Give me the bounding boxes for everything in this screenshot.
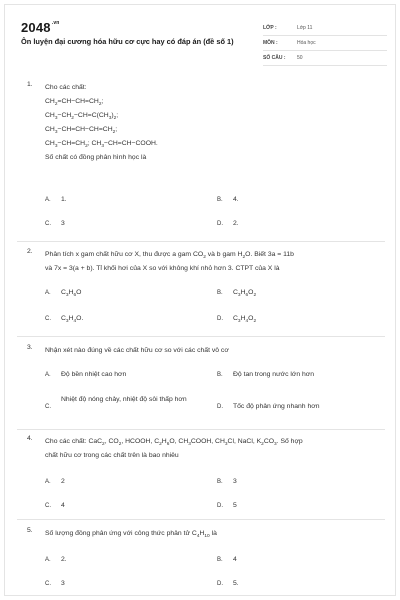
option-text: Tốc độ phản ứng nhanh hơn xyxy=(233,403,320,410)
question-4 xyxy=(17,435,385,521)
question-divider xyxy=(17,241,385,242)
option-letter: B. xyxy=(217,290,223,296)
option-letter: B. xyxy=(217,372,223,378)
meta-value: Lớp 11 xyxy=(297,25,313,31)
option-text: 4 xyxy=(233,556,237,563)
option-text: 5. xyxy=(233,580,239,587)
document-page xyxy=(4,4,396,596)
option-letter: A. xyxy=(45,557,51,563)
option-letter: C. xyxy=(45,404,51,410)
option-text: 2 xyxy=(61,478,65,485)
question-1 xyxy=(17,81,385,241)
question-line: chất hữu cơ trong các chất trên là bao nhiêu xyxy=(45,452,179,459)
option-text: $C_3H_4O_2$ xyxy=(233,315,257,324)
option-letter: C. xyxy=(45,503,51,509)
option-text: $C_3H_6O$ xyxy=(61,289,82,298)
question-text xyxy=(45,248,383,276)
option-letter: C. xyxy=(45,581,51,587)
question-number: 2. xyxy=(27,248,33,255)
question-line: và 7x = 3(a + b). Tỉ khối hơi của X so với không khí nhỏ hơn 3. CTPT của X là xyxy=(45,265,280,272)
site-logo[interactable] xyxy=(21,20,60,35)
option-text: Độ tan trong nước lớn hơn xyxy=(233,371,315,378)
document-title: Ôn luyện đại cương hóa hữu cơ cực hay có đáp án (đề số 1) xyxy=(21,37,234,46)
question-text xyxy=(45,81,383,165)
question-line: Số chất có đồng phân hình học là xyxy=(45,154,147,161)
question-line: $CH_3-CH=CH_2$; $CH_3-CH=CH-COOH$. xyxy=(45,140,158,149)
question-text xyxy=(45,435,383,463)
option-letter: B. xyxy=(217,557,223,563)
option-text: 3 xyxy=(233,478,237,485)
meta-label: MÔN : xyxy=(263,40,278,46)
option-letter: A. xyxy=(45,479,51,485)
option-text: 4. xyxy=(233,196,239,203)
question-line: Số lượng đồng phân ứng với công thức phân tử $C_4H_{10}$ là xyxy=(45,530,217,539)
option-text: 2. xyxy=(61,556,67,563)
question-line: $CH_3-CH=CH-CH=CH_2$; xyxy=(45,126,118,135)
option-text: Nhiệt độ nóng chảy, nhiệt độ sôi thấp hơn xyxy=(61,396,187,403)
question-2 xyxy=(17,248,385,336)
question-divider xyxy=(17,429,385,430)
question-line: Cho các chất: CaC$_2$, $CO_2$, HCOOH, $C_2H_6O$, $CH_3COOH$, $CH_3Cl$, NaCl, $K_2CO_3$. Số hợp xyxy=(45,438,303,447)
meta-label: SỐ CÂU : xyxy=(263,55,286,61)
question-line: $CH_3-CH_2-CH=C(CH_3)_2$; xyxy=(45,112,119,121)
meta-row-count xyxy=(263,51,387,66)
option-letter: D. xyxy=(217,503,223,509)
option-letter: D. xyxy=(217,404,223,410)
option-text: 4 xyxy=(61,502,65,509)
meta-row-class xyxy=(263,21,387,36)
option-text: $C_3H_6O_2$ xyxy=(233,289,257,298)
option-letter: C. xyxy=(45,316,51,322)
question-line: $CH_2=CH-CH=CH_2$; xyxy=(45,98,104,107)
option-text: Độ bền nhiệt cao hơn xyxy=(61,371,127,378)
question-text xyxy=(45,344,383,358)
option-letter: B. xyxy=(217,479,223,485)
question-line: Nhận xét nào đúng về các chất hữu cơ so với các chất vô cơ xyxy=(45,347,229,354)
question-line: Cho các chất: xyxy=(45,84,87,91)
question-divider xyxy=(17,336,385,337)
option-text: 2. xyxy=(233,220,239,227)
question-number: 4. xyxy=(27,435,33,442)
option-letter: D. xyxy=(217,581,223,587)
question-3 xyxy=(17,344,385,428)
option-text: $C_3H_4O$. xyxy=(61,315,84,324)
option-letter: A. xyxy=(45,290,51,296)
question-number: 5. xyxy=(27,527,33,534)
option-letter: C. xyxy=(45,221,51,227)
option-text: 1. xyxy=(61,196,67,203)
question-divider xyxy=(17,519,385,520)
option-text: 5 xyxy=(233,502,237,509)
logo-suffix: .vn xyxy=(51,20,60,26)
option-letter: A. xyxy=(45,372,51,378)
meta-label: LỚP : xyxy=(263,25,277,31)
meta-value: 50 xyxy=(297,55,303,61)
option-text: 3 xyxy=(61,580,65,587)
question-number: 3. xyxy=(27,344,33,351)
document-meta xyxy=(263,21,387,66)
question-text xyxy=(45,527,383,541)
question-line: Phân tích x gam chất hữu cơ X, thu được a gam $CO_2$ và b gam $H_2O$. Biết 3a = 11b xyxy=(45,251,294,260)
option-letter: D. xyxy=(217,316,223,322)
document-header xyxy=(15,15,387,69)
meta-value: Hóa học xyxy=(297,40,316,46)
option-letter: D. xyxy=(217,221,223,227)
logo-text: 2048 xyxy=(21,20,51,35)
option-text: 3 xyxy=(61,220,65,227)
option-letter: A. xyxy=(45,197,51,203)
meta-row-subject xyxy=(263,36,387,51)
option-letter: B. xyxy=(217,197,223,203)
question-number: 1. xyxy=(27,81,33,88)
question-5 xyxy=(17,527,385,593)
